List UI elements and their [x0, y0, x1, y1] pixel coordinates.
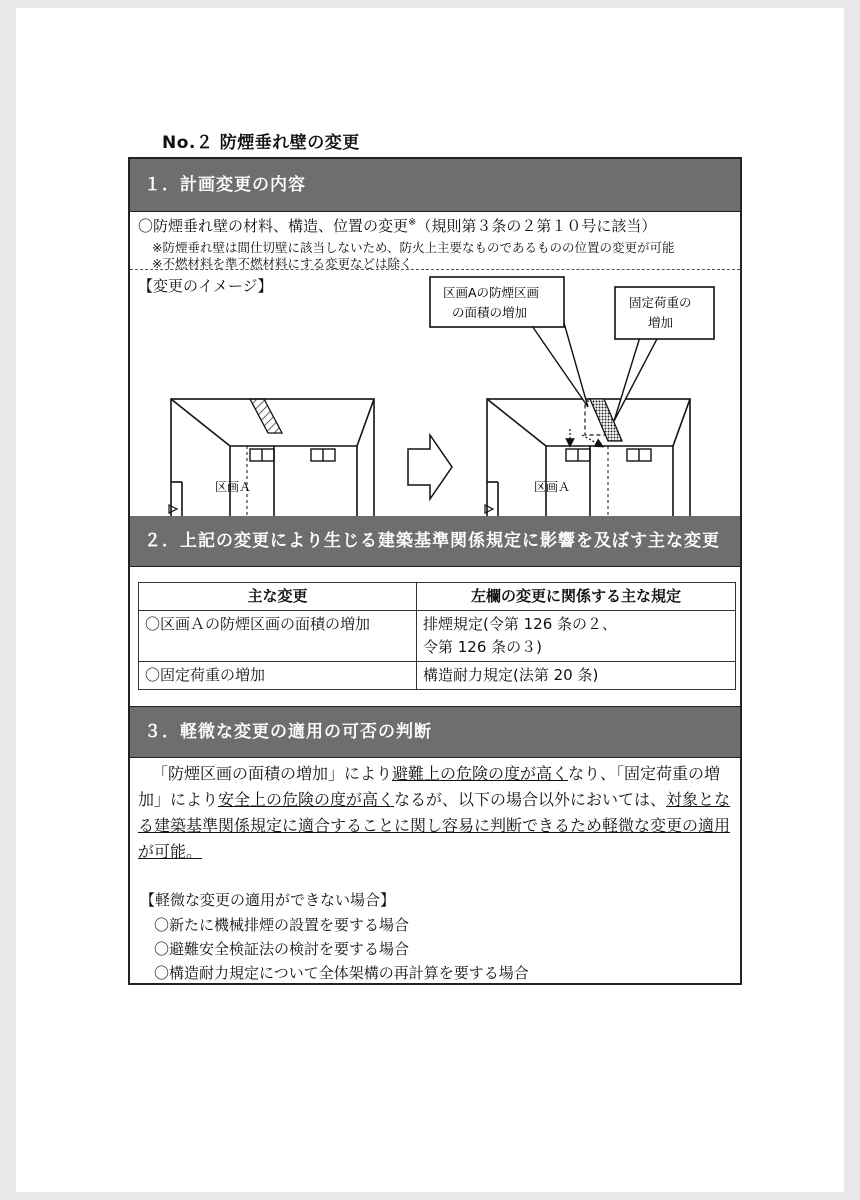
section3-heading: ３．軽微な変更の適用の可否の判断 — [130, 707, 740, 757]
document-title: No.２ 防煙垂れ壁の変更 — [162, 133, 360, 153]
change-description — [138, 215, 656, 236]
table-row — [139, 611, 736, 662]
callout-area-line1: 区画Aの防煙区画 — [443, 285, 540, 300]
underlined-text: 避難上の危険の度が高く — [392, 764, 569, 783]
door-mark-icon — [169, 505, 177, 513]
divider — [130, 566, 740, 567]
table-cell-change: 〇固定荷重の増加 — [139, 662, 417, 690]
section1-heading: １．計画変更の内容 — [130, 159, 740, 211]
underlined-text: 対象となる建築基準関係規定に適合することに関し容易に判断できるため軽微な変更の適用が可能。 — [138, 790, 731, 861]
building-after — [487, 399, 690, 516]
image-heading: 【変更のイメージ】 — [138, 277, 273, 295]
exception-item: 〇新たに機械排煙の設置を要する場合 — [154, 916, 410, 934]
rule-line: 令第 126 条の３) — [423, 638, 543, 656]
underlined-text: 安全上の危険の度が高く — [218, 790, 395, 809]
judgement-paragraph — [138, 761, 738, 865]
note-2: ※不燃材料を準不燃材料にする変更などは除く — [152, 256, 413, 271]
callout-load-line1: 固定荷重の — [629, 295, 692, 310]
divider — [130, 757, 740, 758]
rule-line: 排煙規定(令第 126 条の２、 — [423, 615, 618, 633]
room-label-right: 区画Ａ — [534, 480, 571, 494]
exception-item: 〇避難安全検証法の検討を要する場合 — [154, 940, 410, 958]
note-1: ※防煙垂れ壁は間仕切壁に該当しないため、防火上主要なものであるものの位置の変更が可能 — [152, 240, 675, 255]
arrow-right-icon — [408, 435, 452, 499]
table-cell-rule: 構造耐力規定(法第 20 条) — [417, 662, 736, 690]
callout-area-line2: の面積の増加 — [452, 305, 528, 320]
divider — [130, 211, 740, 212]
section2-heading: ２．上記の変更により生じる建築基準関係規定に影響を及ぼす主な変更 — [130, 516, 740, 566]
content-frame — [128, 157, 742, 985]
dashed-separator — [130, 269, 740, 270]
change-image-diagram — [130, 271, 740, 516]
exception-item: 〇構造耐力規定について全体架構の再計算を要する場合 — [154, 964, 529, 982]
regulation-table — [138, 582, 736, 690]
paragraph-text: なり、「固定荷重の増加」により — [138, 764, 721, 809]
enlarged-smoke-curtain-wall — [590, 399, 622, 441]
callout-load-increase — [614, 287, 714, 421]
callout-load-line2: 増加 — [648, 315, 674, 330]
paragraph-text: 「防煙区画の面積の増加」により — [152, 764, 393, 783]
table-header-row — [139, 583, 736, 611]
callout-area-increase — [430, 277, 588, 407]
table-row — [139, 662, 736, 690]
paragraph-text: なるが、以下の場合以外においては、 — [394, 790, 667, 809]
column-header: 主な変更 — [139, 583, 417, 611]
table-cell-change: 〇区画Ａの防煙区画の面積の増加 — [139, 611, 417, 662]
change-description-text: 〇防煙垂れ壁の材料、構造、位置の変更 — [138, 217, 409, 235]
exceptions-heading: 【軽微な変更の適用ができない場合】 — [140, 891, 396, 909]
window-icon — [250, 449, 335, 461]
regulation-reference: （規則第３条の２第１０号に該当） — [416, 217, 657, 235]
room-label-left: 区画Ａ — [215, 480, 252, 494]
smoke-curtain-wall — [250, 399, 282, 433]
table-cell-rule — [417, 611, 736, 662]
note-mark: ※ — [408, 217, 417, 228]
column-header: 左欄の変更に関係する主な規定 — [417, 583, 736, 611]
